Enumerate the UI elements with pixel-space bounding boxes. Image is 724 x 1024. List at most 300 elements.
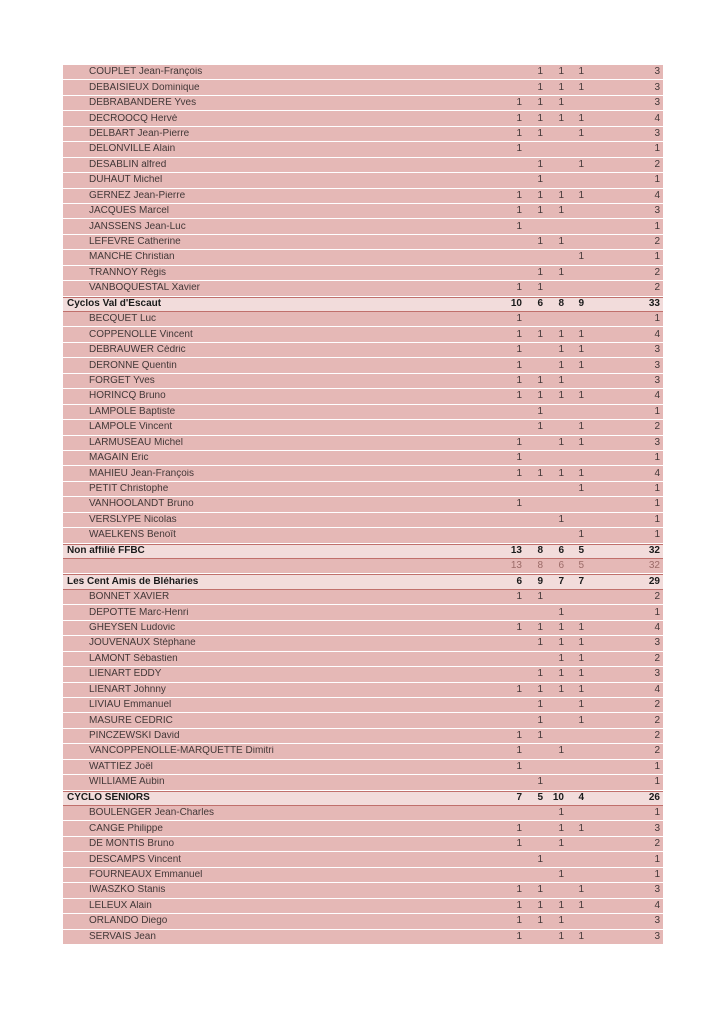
- member-name: GERNEZ Jean-Pierre: [89, 190, 186, 201]
- count-col-4: 7: [578, 576, 584, 588]
- count-col-2: 8: [537, 560, 543, 572]
- member-row: [63, 451, 663, 466]
- member-name: FORGET Yves: [89, 375, 155, 386]
- row-total: 1: [654, 143, 660, 155]
- member-name: BECQUET Luc: [89, 314, 157, 325]
- row-total: 3: [654, 127, 660, 139]
- member-name: LAMPOLE Baptiste: [89, 406, 176, 417]
- member-row: [63, 744, 663, 759]
- row-total: 2: [654, 699, 660, 711]
- member-name: JANSSENS Jean-Luc: [89, 221, 186, 232]
- count-col-3: 1: [558, 868, 564, 880]
- member-row: [63, 312, 663, 327]
- member-name: LAMONT Sébastien: [89, 653, 178, 664]
- count-col-2: 1: [537, 699, 543, 711]
- count-col-3: 6: [558, 560, 564, 572]
- count-col-3: 6: [558, 545, 564, 557]
- member-row: [63, 621, 663, 636]
- member-name: HORINCQ Bruno: [89, 391, 166, 402]
- row-total: 3: [654, 915, 660, 927]
- count-col-3: 8: [558, 298, 564, 310]
- count-col-1: 1: [516, 359, 522, 371]
- count-col-2: 1: [537, 915, 543, 927]
- member-row: [63, 760, 663, 775]
- count-col-2: 1: [537, 81, 543, 93]
- count-col-1: 1: [516, 390, 522, 402]
- count-col-2: 1: [537, 405, 543, 417]
- member-name: PINCZEWSKI David: [89, 731, 180, 742]
- club-name: Non affilié FFBC: [67, 546, 145, 557]
- member-name: PETIT Christophe: [89, 484, 169, 495]
- count-col-2: 1: [537, 174, 543, 186]
- count-col-3: 1: [558, 359, 564, 371]
- count-col-3: 1: [558, 807, 564, 819]
- member-row: [63, 868, 663, 883]
- row-total: 1: [654, 251, 660, 263]
- club-header-row: [63, 544, 663, 559]
- count-col-1: 1: [516, 591, 522, 603]
- member-row: [63, 219, 663, 234]
- row-total: 2: [654, 730, 660, 742]
- count-col-3: 1: [558, 683, 564, 695]
- member-name: MASURE CEDRIC: [89, 715, 173, 726]
- count-col-4: 1: [578, 251, 584, 263]
- row-total: 3: [654, 374, 660, 386]
- member-row: [63, 914, 663, 929]
- row-total: 1: [654, 313, 660, 325]
- count-col-2: 1: [537, 714, 543, 726]
- club-header-row: [63, 574, 663, 589]
- member-name: WAELKENS Benoît: [89, 530, 176, 541]
- count-col-2: 1: [537, 591, 543, 603]
- member-name: MAHIEU Jean-François: [89, 468, 195, 479]
- row-total: 1: [654, 513, 660, 525]
- member-row: [63, 698, 663, 713]
- row-total: 2: [654, 158, 660, 170]
- row-total: 1: [654, 606, 660, 618]
- count-col-4: 1: [578, 359, 584, 371]
- row-total: 1: [654, 776, 660, 788]
- member-row: [63, 111, 663, 126]
- member-row: [63, 652, 663, 667]
- member-row: [63, 266, 663, 281]
- count-col-4: 1: [578, 529, 584, 541]
- row-total: 3: [654, 66, 660, 78]
- member-row: [63, 713, 663, 728]
- count-col-2: 8: [537, 545, 543, 557]
- member-name: ORLANDO Diego: [89, 916, 168, 927]
- member-row: [63, 883, 663, 898]
- member-name: DEPOTTE Marc-Henri: [89, 607, 189, 618]
- count-col-3: 1: [558, 915, 564, 927]
- member-name: GHEYSEN Ludovic: [89, 622, 176, 633]
- member-row: [63, 235, 663, 250]
- member-row: [63, 497, 663, 512]
- row-total: 3: [654, 359, 660, 371]
- count-col-2: 1: [537, 66, 543, 78]
- club-name: CYCLO SENIORS: [67, 793, 150, 804]
- member-name: JOUVENAUX Stéphane: [89, 638, 196, 649]
- row-total: 4: [654, 328, 660, 340]
- count-col-2: 1: [537, 637, 543, 649]
- count-col-1: 1: [516, 745, 522, 757]
- count-col-1: 1: [516, 220, 522, 232]
- row-total: 3: [654, 205, 660, 217]
- member-name: VANHOOLANDT Bruno: [89, 499, 194, 510]
- count-col-2: 1: [537, 112, 543, 124]
- count-col-2: 1: [537, 853, 543, 865]
- count-col-1: 1: [516, 683, 522, 695]
- member-name: LAMPOLE Vincent: [89, 422, 173, 433]
- count-col-4: 1: [578, 390, 584, 402]
- row-total: 1: [654, 498, 660, 510]
- member-name: DEBRAUWER Cédric: [89, 345, 186, 356]
- member-name: SERVAIS Jean: [89, 931, 156, 942]
- count-col-4: 1: [578, 714, 584, 726]
- member-row: [63, 327, 663, 342]
- member-name: BOULENGER Jean-Charles: [89, 808, 215, 819]
- member-name: DESABLIN alfred: [89, 159, 167, 170]
- member-row: [63, 482, 663, 497]
- row-total: 32: [648, 545, 660, 557]
- count-col-1: 1: [516, 205, 522, 217]
- count-col-1: 6: [516, 576, 522, 588]
- member-row: [63, 80, 663, 95]
- count-col-3: 1: [558, 66, 564, 78]
- count-col-3: 1: [558, 513, 564, 525]
- count-col-3: 1: [558, 436, 564, 448]
- count-col-3: 1: [558, 97, 564, 109]
- count-col-3: 1: [558, 374, 564, 386]
- count-col-4: 1: [578, 668, 584, 680]
- row-total: 4: [654, 112, 660, 124]
- member-row: [63, 173, 663, 188]
- count-col-3: 1: [558, 652, 564, 664]
- count-col-1: 1: [516, 467, 522, 479]
- count-col-4: 1: [578, 158, 584, 170]
- member-row: [63, 513, 663, 528]
- member-name: JACQUES Marcel: [89, 206, 170, 217]
- row-total: 2: [654, 236, 660, 248]
- count-col-1: 1: [516, 899, 522, 911]
- member-name: COUPLET Jean-François: [89, 67, 203, 78]
- member-row: [63, 605, 663, 620]
- member-name: DELBART Jean-Pierre: [89, 128, 190, 139]
- count-col-2: 1: [537, 374, 543, 386]
- member-name: VANCOPPENOLLE-MARQUETTE Dimitri: [89, 746, 274, 757]
- member-row: [63, 852, 663, 867]
- row-total: 1: [654, 174, 660, 186]
- count-col-1: 1: [516, 127, 522, 139]
- count-col-4: 1: [578, 899, 584, 911]
- row-total: 32: [648, 560, 660, 572]
- count-col-2: 1: [537, 467, 543, 479]
- row-total: 29: [648, 576, 660, 588]
- count-col-3: 10: [552, 792, 564, 804]
- member-name: VANBOQUESTAL Xavier: [89, 283, 200, 294]
- member-name: DELONVILLE Alain: [89, 144, 176, 155]
- count-col-1: 1: [516, 822, 522, 834]
- row-total: 1: [654, 868, 660, 880]
- member-row: [63, 636, 663, 651]
- member-row: [63, 250, 663, 265]
- member-row: [63, 158, 663, 173]
- member-name: DUHAUT Michel: [89, 175, 163, 186]
- club-attendance-table: [63, 65, 663, 945]
- count-col-2: 1: [537, 390, 543, 402]
- count-col-3: 1: [558, 344, 564, 356]
- count-col-1: 1: [516, 760, 522, 772]
- member-row: [63, 374, 663, 389]
- count-col-1: 1: [516, 915, 522, 927]
- member-row: [63, 358, 663, 373]
- count-col-4: 1: [578, 652, 584, 664]
- member-name: LELEUX Alain: [89, 900, 152, 911]
- row-total: 1: [654, 220, 660, 232]
- member-name: WATTIEZ Joël: [89, 761, 153, 772]
- row-total: 4: [654, 467, 660, 479]
- count-col-3: 1: [558, 745, 564, 757]
- row-total: 33: [648, 298, 660, 310]
- member-name: LARMUSEAU Michel: [89, 437, 183, 448]
- member-name: MANCHE Christian: [89, 252, 175, 263]
- member-row: [63, 775, 663, 790]
- count-col-2: 5: [537, 792, 543, 804]
- count-col-3: 7: [558, 576, 564, 588]
- count-col-4: 1: [578, 699, 584, 711]
- row-total: 1: [654, 760, 660, 772]
- row-total: 2: [654, 282, 660, 294]
- count-col-1: 1: [516, 143, 522, 155]
- row-total: 2: [654, 714, 660, 726]
- row-total: 3: [654, 637, 660, 649]
- member-row: [63, 127, 663, 142]
- member-row: [63, 96, 663, 111]
- count-col-1: 1: [516, 498, 522, 510]
- row-total: 4: [654, 683, 660, 695]
- count-col-3: 1: [558, 266, 564, 278]
- count-col-4: 1: [578, 884, 584, 896]
- count-col-3: 1: [558, 205, 564, 217]
- member-row: [63, 683, 663, 698]
- count-col-1: 1: [516, 313, 522, 325]
- count-col-3: 1: [558, 637, 564, 649]
- count-col-1: 1: [516, 344, 522, 356]
- member-row: [63, 590, 663, 605]
- club-name: Les Cent Amis de Bléharies: [67, 577, 199, 588]
- member-row: [63, 930, 663, 945]
- count-col-1: 7: [516, 792, 522, 804]
- count-col-4: 1: [578, 621, 584, 633]
- count-col-1: 1: [516, 374, 522, 386]
- count-col-3: 1: [558, 621, 564, 633]
- row-total: 2: [654, 838, 660, 850]
- member-row: [63, 405, 663, 420]
- count-col-1: 1: [516, 282, 522, 294]
- count-col-2: 1: [537, 127, 543, 139]
- count-col-2: 1: [537, 282, 543, 294]
- count-col-1: 1: [516, 930, 522, 942]
- count-col-2: 1: [537, 621, 543, 633]
- count-col-3: 1: [558, 112, 564, 124]
- row-total: 4: [654, 390, 660, 402]
- count-col-4: 1: [578, 822, 584, 834]
- row-total: 2: [654, 421, 660, 433]
- count-col-2: 1: [537, 158, 543, 170]
- count-col-1: 1: [516, 97, 522, 109]
- count-col-3: 1: [558, 668, 564, 680]
- member-name: DESCAMPS Vincent: [89, 854, 182, 865]
- count-col-3: 1: [558, 838, 564, 850]
- member-name: DECROOCQ Hervé: [89, 113, 178, 124]
- member-row: [63, 667, 663, 682]
- member-name: WILLIAME Aubin: [89, 777, 165, 788]
- count-col-3: 1: [558, 390, 564, 402]
- member-name: LEFEVRE Catherine: [89, 237, 181, 248]
- row-total: 4: [654, 189, 660, 201]
- member-row: [63, 899, 663, 914]
- count-col-3: 1: [558, 467, 564, 479]
- count-col-2: 1: [537, 730, 543, 742]
- count-col-3: 1: [558, 328, 564, 340]
- row-total: 3: [654, 822, 660, 834]
- count-col-4: 1: [578, 127, 584, 139]
- member-row: [63, 466, 663, 481]
- member-row: [63, 142, 663, 157]
- member-name: TRANNOY Régis: [89, 267, 167, 278]
- row-total: 3: [654, 668, 660, 680]
- count-col-2: 1: [537, 328, 543, 340]
- count-col-2: 1: [537, 189, 543, 201]
- count-col-4: 4: [578, 792, 584, 804]
- count-col-1: 13: [510, 545, 522, 557]
- member-name: COPPENOLLE Vincent: [89, 329, 193, 340]
- member-name: CANGE Philippe: [89, 823, 163, 834]
- count-col-2: 1: [537, 899, 543, 911]
- member-name: DERONNE Quentin: [89, 360, 177, 371]
- row-total: 1: [654, 853, 660, 865]
- count-col-4: 1: [578, 637, 584, 649]
- row-total: 3: [654, 436, 660, 448]
- count-col-1: 1: [516, 621, 522, 633]
- count-col-4: 1: [578, 66, 584, 78]
- row-total: 2: [654, 266, 660, 278]
- row-total: 26: [648, 792, 660, 804]
- count-col-4: 1: [578, 483, 584, 495]
- member-name: FOURNEAUX Emmanuel: [89, 869, 203, 880]
- count-col-2: 1: [537, 205, 543, 217]
- member-row: [63, 821, 663, 836]
- member-name: LIÉNART EDDY: [89, 669, 162, 680]
- count-col-4: 1: [578, 328, 584, 340]
- count-col-2: 9: [537, 576, 543, 588]
- count-col-4: 1: [578, 189, 584, 201]
- member-name: LIVIAU Emmanuel: [89, 700, 172, 711]
- count-col-3: 1: [558, 930, 564, 942]
- member-row: [63, 204, 663, 219]
- member-row: [63, 528, 663, 543]
- member-row: [63, 65, 663, 80]
- count-col-2: 1: [537, 97, 543, 109]
- count-col-4: 5: [578, 545, 584, 557]
- member-name: LIENART Johnny: [89, 684, 166, 695]
- member-name: DEBRABANDERE Yves: [89, 98, 197, 109]
- count-col-3: 1: [558, 822, 564, 834]
- row-total: 1: [654, 529, 660, 541]
- count-col-3: 1: [558, 899, 564, 911]
- count-col-2: 1: [537, 266, 543, 278]
- count-col-4: 1: [578, 436, 584, 448]
- count-col-1: 1: [516, 112, 522, 124]
- count-col-2: 1: [537, 884, 543, 896]
- count-col-2: 1: [537, 683, 543, 695]
- count-col-4: 1: [578, 683, 584, 695]
- count-col-3: 1: [558, 81, 564, 93]
- row-total: 4: [654, 621, 660, 633]
- row-total: 2: [654, 652, 660, 664]
- member-row: [63, 729, 663, 744]
- count-col-4: 1: [578, 81, 584, 93]
- member-name: DE MONTIS Bruno: [89, 839, 175, 850]
- count-col-4: 1: [578, 930, 584, 942]
- row-total: 1: [654, 807, 660, 819]
- count-col-1: 1: [516, 189, 522, 201]
- count-col-1: 1: [516, 452, 522, 464]
- row-total: 1: [654, 452, 660, 464]
- row-total: 2: [654, 745, 660, 757]
- member-name: BONNET XAVIER: [89, 592, 170, 603]
- club-header-row: [63, 297, 663, 312]
- member-row: [63, 281, 663, 296]
- member-row: [63, 189, 663, 204]
- count-col-3: 1: [558, 189, 564, 201]
- member-row: [63, 420, 663, 435]
- row-total: 3: [654, 344, 660, 356]
- row-total: 4: [654, 899, 660, 911]
- row-total: 2: [654, 591, 660, 603]
- member-row: [63, 806, 663, 821]
- count-col-4: 1: [578, 344, 584, 356]
- count-col-2: 6: [537, 298, 543, 310]
- member-name: DEBAISIEUX Dominique: [89, 82, 200, 93]
- row-total: 1: [654, 483, 660, 495]
- count-col-2: 1: [537, 421, 543, 433]
- member-name: MAGAIN Eric: [89, 453, 149, 464]
- count-col-1: 1: [516, 730, 522, 742]
- member-row: [63, 837, 663, 852]
- member-name: VERSLYPE Nicolas: [89, 514, 177, 525]
- member-row: [63, 436, 663, 451]
- club-name: Cyclos Val d'Escaut: [67, 299, 162, 310]
- row-total: 1: [654, 405, 660, 417]
- count-col-4: 1: [578, 421, 584, 433]
- member-row: [63, 343, 663, 358]
- count-col-1: 1: [516, 838, 522, 850]
- row-total: 3: [654, 97, 660, 109]
- count-col-4: 5: [578, 560, 584, 572]
- count-col-3: 1: [558, 236, 564, 248]
- member-row: [63, 389, 663, 404]
- count-col-2: 1: [537, 668, 543, 680]
- count-col-4: 9: [578, 298, 584, 310]
- count-col-1: 10: [510, 298, 522, 310]
- row-total: 3: [654, 884, 660, 896]
- member-row: [63, 559, 663, 574]
- count-col-2: 1: [537, 236, 543, 248]
- count-col-4: 1: [578, 467, 584, 479]
- count-col-4: 1: [578, 112, 584, 124]
- count-col-1: 1: [516, 884, 522, 896]
